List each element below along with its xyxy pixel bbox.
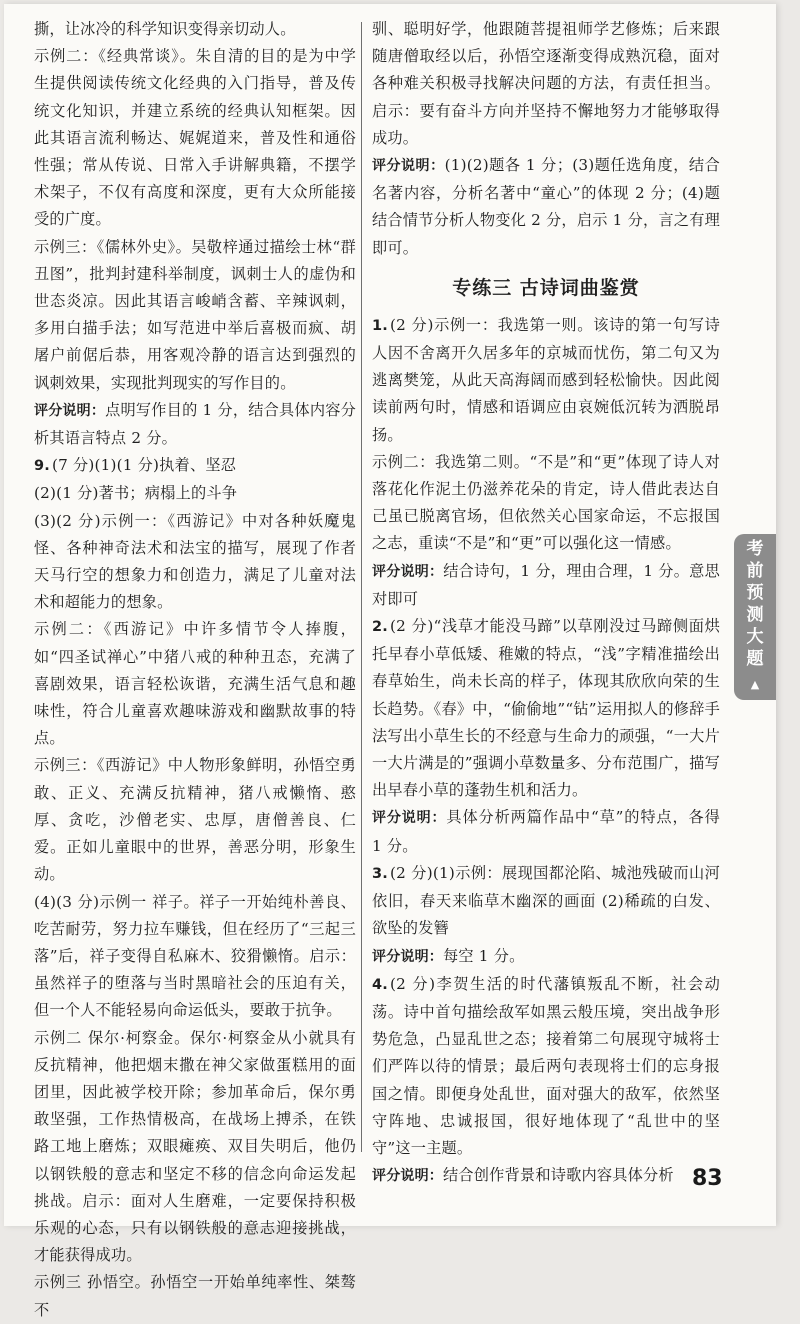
paragraph: 示例二 保尔·柯察金。保尔·柯察金从小就具有反抗精神，他把烟末撒在神父家做蛋糕用的面团里，因此被学校开除；参加革命后，保尔勇敢坚强，工作热情极高，在战场上搏杀，在铁路工地上磨炼；双眼瘫痪、双目失明后，他仍以钢铁般的意志和坚定不移的信念向命运发起挑战。启示：面对人生磨难，一定要保持积极乐观的心态，只有以钢铁般的意志迎接挑战，才能获得成功。 [34, 1028, 356, 1265]
scoring-note [372, 1162, 720, 1190]
question-4 [372, 971, 720, 1162]
side-tab-char: 考 [746, 539, 764, 559]
triangle-up-icon: ▲ [750, 678, 760, 691]
paragraph: 示例三：《西游记》中人物形象鲜明，孙悟空勇敢、正义、充满反抗精神，猪八戒懒惰、憨厚、贪吃，沙僧老实、忠厚，唐僧善良、仁爱。正如儿童眼中的世界，善恶分明，形象生动。 [34, 756, 356, 884]
paragraph: 示例二：我选第二则。“不是”和“更”体现了诗人对落花化作泥土仍滋养花朵的肯定，诗人借此表达自己虽已脱离官场，但依然关心国家命运，不忘报国之志，重读“不是”和“更”可以强化这一情感。 [372, 452, 720, 553]
paragraph: 示例二：《经典常谈》。朱自清的目的是为中学生提供阅读传统文化经典的入门指导，普及传统文化知识，并建立系统的经典认知框架。因此其语言流利畅达、娓娓道来，普及性和通俗性强；常从传说、日常入手讲解典籍，不摆学术架子，不仅有高度和深度，更有大众所能接受的广度。 [34, 47, 356, 229]
side-tab-char: 预 [746, 583, 764, 603]
answer-text: (2 分)“浅草才能没马蹄”以草刚没过马蹄侧面烘托早春小草低矮、稚嫩的特点，“浅”字精准描绘出春草始生，尚未长高的样子，体现其欣欣向荣的生长趋势。《春》中，“偷偷地”“钻”运用拟人的修辞手法写出小草生长的不经意与生命力的顽强，“一大片一大片满是的”强调小草数量多、分布范围广，描写出早春小草的蓬勃生机和活力。 [372, 617, 720, 800]
answer-text: (7 分)(1)(1 分)执着、坚忍 [52, 456, 237, 475]
side-tab-char: 题 [746, 649, 764, 669]
side-tab-char: 大 [746, 627, 764, 647]
question-number: 1. [372, 317, 388, 334]
question-number: 4. [372, 976, 388, 993]
scoring-label: 评分说明： [372, 948, 443, 965]
scoring-label: 评分说明： [372, 158, 445, 175]
paragraph: 示例三：《儒林外史》。吴敬梓通过描绘士林“群丑图”，批判封建科举制度，讽刺士人的虚伪和世态炎凉。因此其语言峻峭含蓄、辛辣讽刺，多用白描手法；如写范进中举后喜极而疯、胡屠户前倨后恭，用客观冷静的语言达到强烈的讽刺效果，实现批判现实的写作目的。 [34, 237, 356, 392]
scoring-label: 评分说明： [34, 402, 106, 419]
scoring-note [372, 152, 720, 262]
document-page [4, 4, 776, 1319]
scoring-text: 结合诗句，1 分，理由合理，1 分。意思对即可 [372, 561, 720, 608]
paragraph: 驯、聪明好学，他跟随菩提祖师学艺修炼；后来跟随唐僧取经以后，孙悟空逐渐变得成熟沉稳，面对各种难关积极寻找解决问题的方法，有责任担当。启示：要有奋斗方向并坚持不懈地努力才能够取得成功。 [372, 20, 720, 147]
side-tab-char: 前 [746, 561, 764, 581]
scoring-label: 评分说明： [372, 1168, 443, 1185]
scoring-text: 结合创作背景和诗歌内容具体分析 [443, 1166, 674, 1185]
scoring-note [372, 558, 720, 613]
question-1 [372, 312, 720, 449]
question-number: 9. [34, 458, 50, 475]
scoring-text: 具体分析两篇作品中“草”的特点，各得 1 分。 [372, 808, 721, 855]
scoring-label: 评分说明： [372, 810, 447, 827]
answer-text: (2 分)示例一：我选第一则。该诗的第一句写诗人因不舍离开久居多年的京城而忧伤，第二句又为逃离樊笼，从此天高海阔而感到轻松愉快。因此阅读前两句时，情感和语调应由哀婉低沉转为洒脱昂扬。 [372, 315, 720, 444]
right-column [372, 16, 720, 1190]
side-tab-char: 测 [746, 605, 764, 625]
answer-text: (2 分)李贺生活的时代藩镇叛乱不断，社会动荡。诗中首句描绘敌军如黑云般压境，突出战争形势危急，凸显乱世之态；接着第二句展现守城将士们严阵以待的情景；最后两句表现将士们的忘身报国之情。即便身处乱世，面对强大的敌军，依然坚守阵地、忠诚报国，很好地体现了“乱世中的坚守”这一主题。 [372, 974, 720, 1157]
page-number: 83 [692, 1166, 723, 1191]
paragraph: (4)(3 分)示例一 祥子。祥子一开始纯朴善良、吃苦耐劳，努力拉车赚钱，但在经历了“三起三落”后，祥子变得自私麻木、狡猾懒惰。启示：虽然祥子的堕落与当时黑暗社会的压迫有关，但一个人不能轻易向命运低头，要敢于抗争。 [34, 892, 356, 1020]
section-title: 专练三 古诗词曲鉴赏 [452, 276, 640, 299]
scoring-note [372, 804, 720, 859]
question-number: 2. [372, 619, 388, 636]
paragraph: 示例三 孙悟空。孙悟空一开始单纯率性、桀骜不 [34, 1273, 356, 1319]
scoring-text: (1)(2)题各 1 分；(3)题任选角度，结合名著内容，分析名著中“童心”的体现 2 分；(4)题结合情节分析人物变化 2 分，启示 1 分，言之有理即可。 [372, 156, 720, 257]
column-divider [361, 22, 362, 1152]
question-3 [372, 860, 720, 943]
paragraph: (3)(2 分)示例一：《西游记》中对各种妖魔鬼怪、各种神奇法术和法宝的描写，展现了作者天马行空的想象力和创造力，满足了儿童对法术和超能力的想象。 [34, 511, 356, 612]
side-tab [734, 534, 776, 700]
scoring-label: 评分说明： [372, 563, 444, 580]
scoring-text: 点明写作目的 1 分，结合具体内容分析其语言特点 2 分。 [34, 400, 357, 448]
scoring-note [372, 943, 720, 971]
paragraph: 撕，让冰冷的科学知识变得亲切动人。 [34, 20, 296, 38]
scoring-text: 每空 1 分。 [443, 946, 525, 965]
scoring-note [34, 397, 356, 452]
left-column [34, 16, 356, 1324]
question-2 [372, 613, 720, 804]
question-9 [34, 452, 356, 480]
answer-text: (2 分)(1)示例：展现国都沦陷、城池残破而山河依旧，春天来临草木幽深的画面 (2)稀疏的白发、欲坠的发簪 [372, 863, 720, 938]
paragraph: 示例二：《西游记》中许多情节令人捧腹，如“四圣试禅心”中猪八戒的种种丑态，充满了喜剧效果，语言轻松诙谐，充满生活气息和趣味性，符合儿童喜欢趣味游戏和幽默故事的特点。 [34, 620, 356, 748]
question-number: 3. [372, 865, 388, 882]
paragraph: (2)(1 分)著书；病榻上的斗争 [34, 484, 238, 503]
